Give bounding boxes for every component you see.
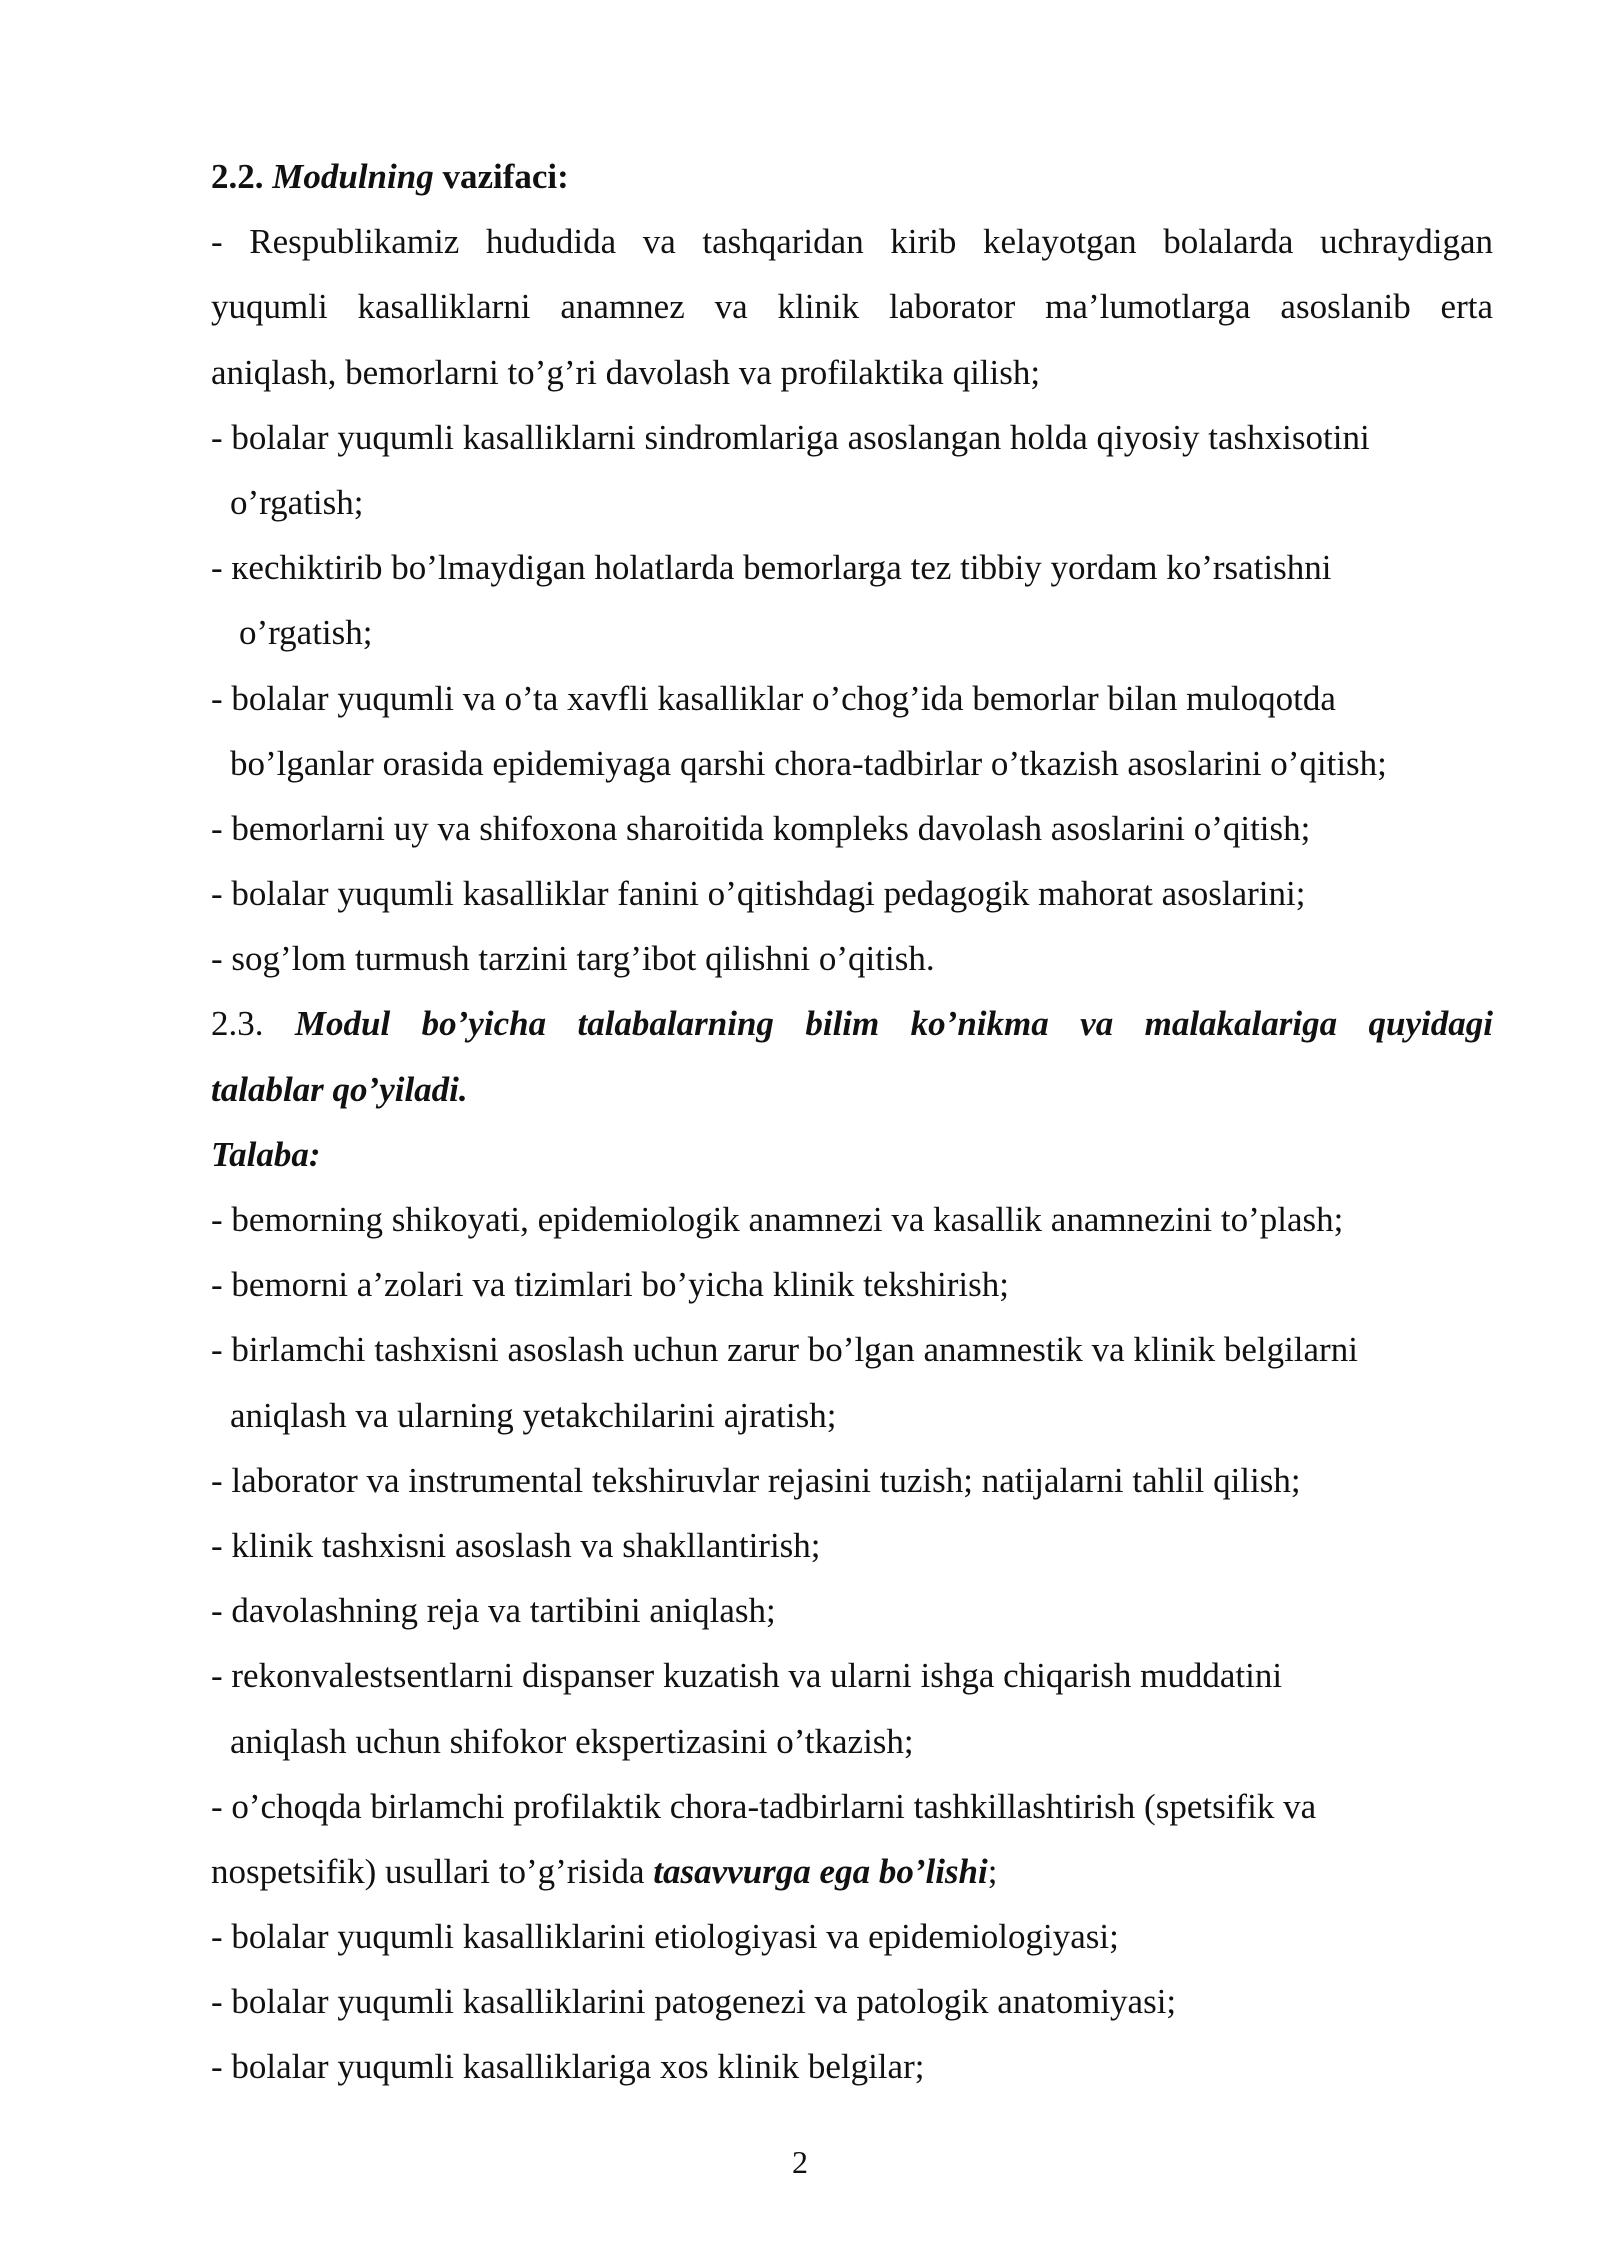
requirement-text: ; xyxy=(987,1851,998,1891)
requirement-line: - bolalar yuqumli kasalliklarini patogenezi va patologik anatomiyasi; xyxy=(211,1982,1177,2022)
requirement-line: - bemorni a’zolari va tizimlari bo’yicha klinik tekshirish; xyxy=(211,1265,1009,1305)
task-line: - Respublikamiz hududida va tashqaridan kirib kelayotgan bolalarda uchraydigan xyxy=(211,222,1493,262)
section-2-2-heading xyxy=(211,144,1493,209)
task-line: o’rgatish; xyxy=(239,613,373,653)
requirement-line: aniqlash va ularning yetakchilarini ajratish; xyxy=(230,1395,837,1435)
requirement-line: - laborator va instrumental tekshiruvlar rejasini tuzish; natijalarni tahlil qilish; xyxy=(211,1460,1301,1500)
requirement-line: - davolashning reja va tartibini aniqlash; xyxy=(211,1591,776,1631)
task-line: - sog’lom turmush tarzini targ’ibot qilishni o’qitish. xyxy=(211,939,935,979)
requirement-line: - rekonvalestsentlarni dispanser kuzatish va ularni ishga chiqarish muddatini xyxy=(211,1656,1283,1696)
requirement-line xyxy=(211,1839,1493,1904)
section-number: 2.3. xyxy=(211,1004,264,1044)
task-line: aniqlash, bemorlarni to’g’ri davolash va profilaktika qilish; xyxy=(211,352,1041,392)
section-2-3-heading xyxy=(211,991,1493,1056)
section-number: 2.2. xyxy=(211,157,264,196)
page-content xyxy=(211,144,1493,2100)
task-line: - bolalar yuqumli va o’ta xavfli kasalliklar o’chog’ida bemorlar bilan muloqotda xyxy=(211,678,1336,718)
requirement-emphasis: tasavvurga ega bo’lishi xyxy=(653,1851,988,1891)
requirement-line: - klinik tashxisni asoslash va shakllantirish; xyxy=(211,1525,821,1565)
requirement-line: - bolalar yuqumli kasalliklariga xos klinik belgilar; xyxy=(211,2047,925,2087)
page-number: 2 xyxy=(792,2144,808,2180)
task-line: - кechiktirib bo’lmaydigan holatlarda bemorlarga tez tibbiy yordam ko’rsatishni xyxy=(211,548,1332,588)
subheading-talaba: Talaba: xyxy=(211,1134,321,1174)
section-title-rest: vazifaci: xyxy=(442,157,569,196)
requirement-line: - birlamchi tashxisni asoslash uchun zarur bo’lgan anamnestik va klinik belgilarni xyxy=(211,1330,1358,1370)
task-line: - bolalar yuqumli kasalliklarni sindromlariga asoslangan holda qiyosiy tashxisotini xyxy=(211,417,1370,457)
task-line: yuqumli kasalliklarni anamnez va klinik laborator ma’lumotlarga asoslanib erta xyxy=(211,287,1493,327)
task-line: bo’lganlar orasida epidemiyaga qarshi chora-tadbirlar o’tkazish asoslarini o’qitish; xyxy=(230,743,1387,783)
requirement-line: - o’choqda birlamchi profilaktik chora-tadbirlarni tashkillashtirish (spetsifik va xyxy=(211,1786,1317,1826)
section-title-italic: Modulning xyxy=(272,157,434,196)
section-title: Modul bo’yicha talabalarning bilim ko’nikma va malakalariga quyidagi xyxy=(294,1004,1493,1044)
requirement-text: nospetsifik) usullari to’g’risida xyxy=(211,1851,654,1891)
task-line: o’rgatish; xyxy=(230,482,364,522)
task-line: - bemorlarni uy va shifoxona sharoitida kompleks davolash asoslarini o’qitish; xyxy=(211,808,1311,848)
requirement-line: - bolalar yuqumli kasalliklarini etiologiyasi va epidemiologiyasi; xyxy=(211,1917,1119,1957)
requirement-line: - bemorning shikoyati, epidemiologik anamnezi va kasallik anamnezini to’plash; xyxy=(211,1200,1344,1239)
requirement-line: aniqlash uchun shifokor ekspertizasini o’tkazish; xyxy=(230,1721,914,1761)
task-line: - bolalar yuqumli kasalliklar fanini o’qitishdagi pedagogik mahorat asoslarini; xyxy=(211,874,1306,914)
section-title-continued: talablar qo’yiladi. xyxy=(211,1069,468,1109)
